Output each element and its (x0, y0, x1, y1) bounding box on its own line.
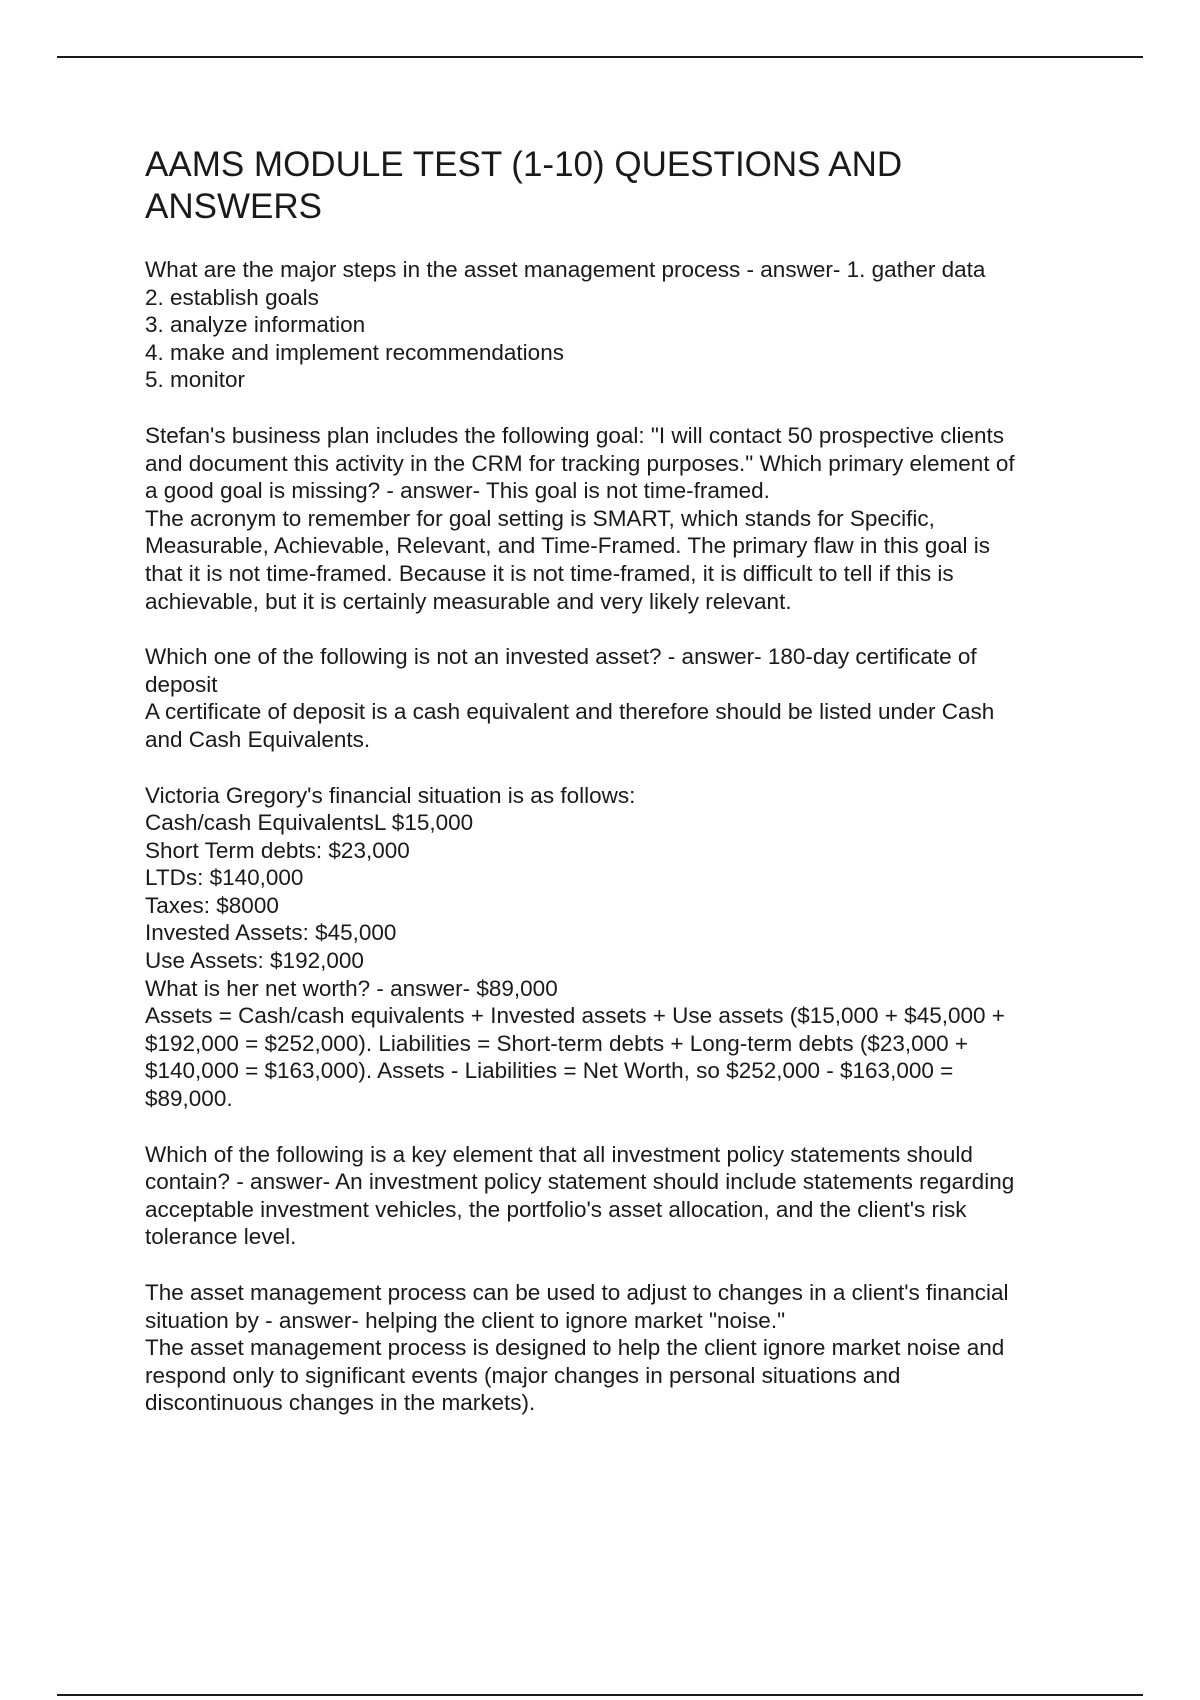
qa-line: LTDs: $140,000 (145, 865, 304, 891)
qa-line: 3. analyze information (145, 312, 366, 338)
qa-line: Assets = Cash/cash equivalents + Invested assets + Use assets ($15,000 + $45,000 + (145, 1003, 1005, 1029)
title-line: ANSWERS (145, 187, 322, 226)
qa-line: 5. monitor (145, 367, 246, 393)
qa-block (145, 782, 1105, 1113)
qa-line: Cash/cash EquivalentsL $15,000 (145, 810, 474, 836)
qa-block (145, 1279, 1105, 1417)
qa-line: and Cash Equivalents. (145, 726, 371, 752)
qa-line: 2. establish goals (145, 284, 319, 310)
qa-line: What is her net worth? - answer- $89,000 (145, 975, 558, 1001)
qa-line: Short Term debts: $23,000 (145, 837, 410, 863)
qa-line: respond only to significant events (major changes in personal situations and (145, 1362, 901, 1388)
qa-line: Which one of the following is not an invested asset? - answer- 180-day certificate of (145, 644, 977, 670)
qa-line: and document this activity in the CRM for tracking purposes." Which primary element of (145, 450, 1015, 476)
qa-line: discontinuous changes in the markets). (145, 1390, 536, 1416)
qa-line: Stefan's business plan includes the following goal: "I will contact 50 prospective clients (145, 422, 1005, 448)
qa-line: Invested Assets: $45,000 (145, 920, 397, 946)
bottom-rule (57, 1694, 1143, 1696)
qa-line: $192,000 = $252,000). Liabilities = Short-term debts + Long-term debts ($23,000 + (145, 1030, 969, 1056)
qa-line: Victoria Gregory's financial situation is as follows: (145, 782, 636, 808)
qa-line: that it is not time-framed. Because it is not time-framed, it is difficult to tell if this is (145, 560, 954, 586)
qa-line: situation by - answer- helping the client to ignore market "noise." (145, 1307, 786, 1333)
qa-line: deposit (145, 671, 218, 697)
qa-block (145, 643, 1105, 753)
qa-line: Use Assets: $192,000 (145, 948, 364, 974)
qa-line: The asset management process can be used to adjust to changes in a client's financial (145, 1280, 1009, 1305)
qa-line: What are the major steps in the asset management process - answer- 1. gather data (145, 257, 986, 282)
qa-line: Measurable, Achievable, Relevant, and Time-Framed. The primary flaw in this goal is (145, 533, 990, 559)
qa-line: 4. make and implement recommendations (145, 339, 564, 365)
qa-line: Which of the following is a key element that all investment policy statements should (145, 1141, 973, 1167)
document-body (145, 144, 1105, 1445)
qa-line: The asset management process is designed to help the client ignore market noise and (145, 1335, 1005, 1361)
qa-block (145, 422, 1105, 615)
document-title (145, 144, 1105, 228)
top-rule (57, 56, 1143, 58)
qa-line: Taxes: $8000 (145, 892, 279, 918)
qa-block (145, 1141, 1105, 1251)
qa-block (145, 256, 1105, 394)
qa-line: $89,000. (145, 1086, 233, 1112)
qa-line: contain? - answer- An investment policy statement should include statements regarding (145, 1169, 1015, 1195)
qa-line: achievable, but it is certainly measurable and very likely relevant. (145, 588, 792, 614)
qa-line: a good goal is missing? - answer- This goal is not time-framed. (145, 478, 770, 504)
qa-line: tolerance level. (145, 1224, 297, 1250)
qa-line: acceptable investment vehicles, the portfolio's asset allocation, and the client's risk (145, 1196, 967, 1222)
qa-line: The acronym to remember for goal setting is SMART, which stands for Specific, (145, 505, 935, 531)
qa-line: A certificate of deposit is a cash equivalent and therefore should be listed under Cash (145, 699, 995, 725)
title-line: AAMS MODULE TEST (1-10) QUESTIONS AND (145, 145, 903, 184)
qa-line: $140,000 = $163,000). Assets - Liabilities = Net Worth, so $252,000 - $163,000 = (145, 1058, 954, 1084)
